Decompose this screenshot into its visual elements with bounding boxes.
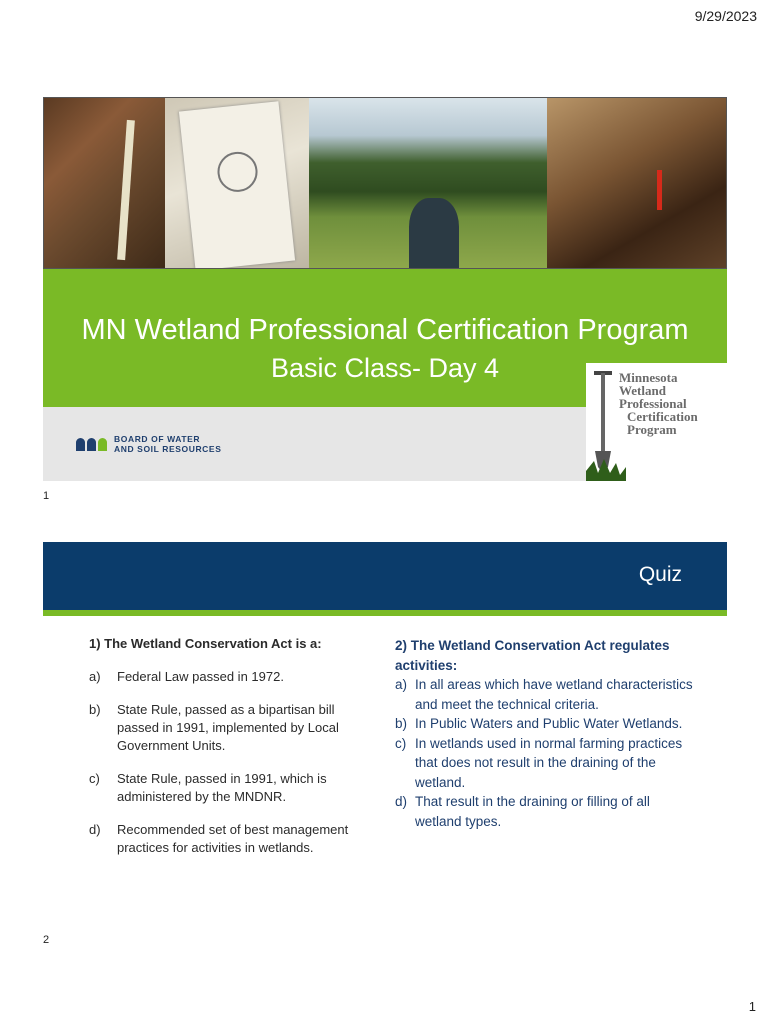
option-text: In wetlands used in normal farming practices that does not result in the draining of the wetland. <box>415 735 683 790</box>
option-label: b) <box>395 716 408 731</box>
cert-line-5: Program <box>627 422 677 437</box>
slide-number-1: 1 <box>43 490 50 502</box>
document-photo <box>165 98 310 268</box>
option-text: Recommended set of best management practices for activities in wetlands. <box>117 822 349 855</box>
option-text: State Rule, passed in 1991, which is administered by the MNDNR. <box>117 771 327 804</box>
print-date: 9/29/2023 <box>694 8 757 24</box>
question-1-option-a <box>89 668 379 686</box>
slide-title: MN Wetland Professional Certification Program <box>81 314 689 346</box>
question-1-option-b <box>89 701 379 755</box>
cert-line-2: Wetland <box>619 383 666 398</box>
option-text: In all areas which have wetland characteristics and meet the technical criteria. <box>415 677 693 712</box>
bwsr-line2: AND SOIL RESOURCES <box>114 444 222 454</box>
question-1-heading: 1) The Wetland Conservation Act is a: <box>89 636 322 651</box>
cert-line-3: Professional <box>619 396 687 411</box>
header-accent-line <box>43 610 727 616</box>
question-1-option-c <box>89 770 379 806</box>
wetland-stream-photo <box>309 98 546 268</box>
option-label: d) <box>395 794 408 809</box>
option-label: a) <box>89 669 101 684</box>
certification-logo <box>586 363 732 481</box>
quiz-title: Quiz <box>638 563 682 586</box>
question-2-option-b <box>395 714 695 734</box>
option-text: State Rule, passed as a bipartisan bill passed in 1991, implemented by Local Government Units. <box>117 702 339 753</box>
option-text: That result in the draining or filling of all wetland types. <box>415 794 650 829</box>
slide-number-2: 2 <box>43 934 50 946</box>
slide-1 <box>43 97 727 481</box>
question-1-option-d <box>89 821 379 857</box>
cert-line-1: Minnesota <box>619 370 678 385</box>
bwsr-line1: BOARD OF WATER <box>114 434 201 444</box>
question-2-option-d <box>395 792 695 831</box>
soil-pit-photo <box>547 98 726 268</box>
slide-subtitle: Basic Class- Day 4 <box>270 353 500 383</box>
option-label: c) <box>395 735 407 751</box>
option-label: b) <box>89 702 101 717</box>
question-2 <box>395 636 695 831</box>
option-label: c) <box>89 771 100 786</box>
bwsr-logo <box>76 434 221 454</box>
option-label: a) <box>395 677 408 692</box>
question-2-option-a <box>395 675 695 714</box>
question-1 <box>89 636 379 872</box>
option-text: In Public Waters and Public Water Wetlands. <box>415 716 683 731</box>
cert-line-4: Certification <box>627 409 698 424</box>
mn-logo-icon <box>76 438 107 451</box>
quiz-header-band <box>43 542 727 610</box>
option-label: d) <box>89 822 101 837</box>
question-2-option-c <box>395 734 695 793</box>
soil-profile-photo <box>44 98 165 268</box>
page-number: 1 <box>748 999 756 1014</box>
slide-2 <box>43 542 727 927</box>
question-2-heading: 2) The Wetland Conservation Act regulates activities: <box>395 638 670 673</box>
photo-strip <box>43 97 727 269</box>
option-text: Federal Law passed in 1972. <box>117 669 284 684</box>
